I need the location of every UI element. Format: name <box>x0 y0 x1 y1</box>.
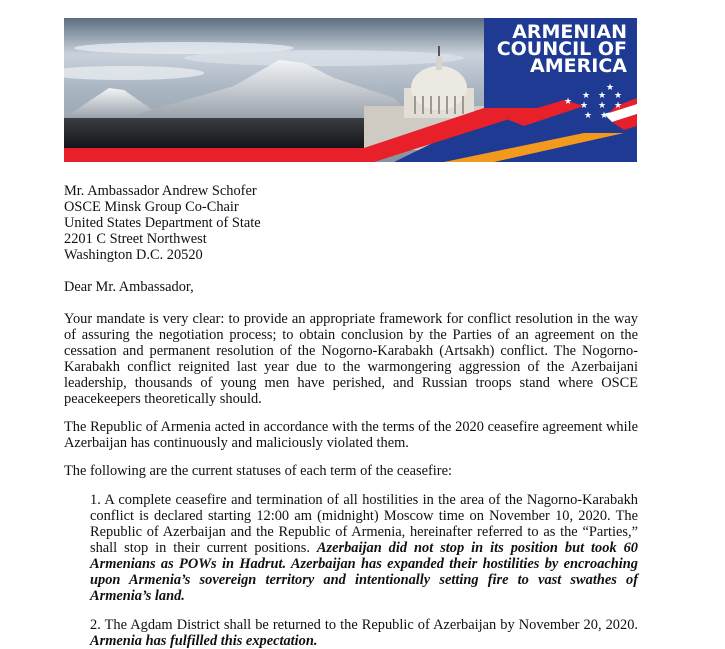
svg-text:★: ★ <box>584 111 593 121</box>
logo-line: ARMENIAN <box>512 21 627 43</box>
salutation: Dear Mr. Ambassador, <box>64 279 194 295</box>
term-text: 2. The Agdam District shall be returned to the Republic of Azerbaijan by November 20, 2020. <box>90 617 638 633</box>
paragraph: The following are the current statuses of each term of the ceasefire: <box>64 463 452 479</box>
paragraph: The Republic of Armenia acted in accordance with the terms of the 2020 ceasefire agreement while Azerbaijan has continuously and maliciously violated them. <box>64 419 638 451</box>
svg-text:★: ★ <box>600 111 609 121</box>
organization-logo <box>496 21 627 77</box>
svg-text:★: ★ <box>582 91 591 101</box>
term-status: Armenia has fulfilled this expectation. <box>90 633 318 649</box>
svg-text:★: ★ <box>598 91 607 101</box>
term-text: 1. A complete ceasefire and termination of all hostilities in the area of the Nagorno-Karabakh conflict is declared starting 12:00 am (midnight) Moscow time on November 10, 2020. The Republic of Azerbaijan and the Republic of Armenia, hereinafter referred to as the “Parties,” shall stop in their current positions. <box>90 492 638 556</box>
svg-text:★: ★ <box>598 101 607 111</box>
svg-text:★: ★ <box>614 101 623 111</box>
svg-text:★: ★ <box>580 101 589 111</box>
svg-text:★: ★ <box>614 91 623 101</box>
recipient-address <box>64 183 638 263</box>
recipient-organization: United States Department of State <box>64 215 261 231</box>
letter-body <box>64 183 638 649</box>
logo-line: AMERICA <box>530 55 627 77</box>
logo-line: COUNCIL OF <box>496 38 627 60</box>
paragraph: Your mandate is very clear: to provide an appropriate framework for conflict resolution in the way of assuring the negotiation process; to obtain conclusion by the Parties of an agreement on the cessation and permanent resolution of the Nogorno-Karabakh (Artsakh) conflict. The Nogorno-Karabakh conflict reignited last year due to the warmongering aggression of the Azerbaijani leadership, thousands of young men have perished, and Russian troops stand where OSCE peacekeepers theoretically should. <box>64 311 638 407</box>
ceasefire-term-item <box>90 617 638 649</box>
term-status: Azerbaijan did not stop in its position but took 60 Armenians as POWs in Hadrut. Azerbaijan has expanded their hostilities by encroaching upon Armenia’s sovereign territory and intentionally setting fire to vast swathes of Armenia’s land. <box>90 540 639 604</box>
letterhead-banner <box>64 18 637 162</box>
svg-text:★: ★ <box>564 97 573 107</box>
recipient-name: Mr. Ambassador Andrew Schofer <box>64 183 257 199</box>
recipient-city: Washington D.C. 20520 <box>64 247 203 263</box>
ceasefire-term-item <box>90 492 638 604</box>
recipient-title: OSCE Minsk Group Co-Chair <box>64 199 239 215</box>
svg-text:★: ★ <box>606 83 615 93</box>
recipient-street: 2201 C Street Northwest <box>64 231 207 247</box>
